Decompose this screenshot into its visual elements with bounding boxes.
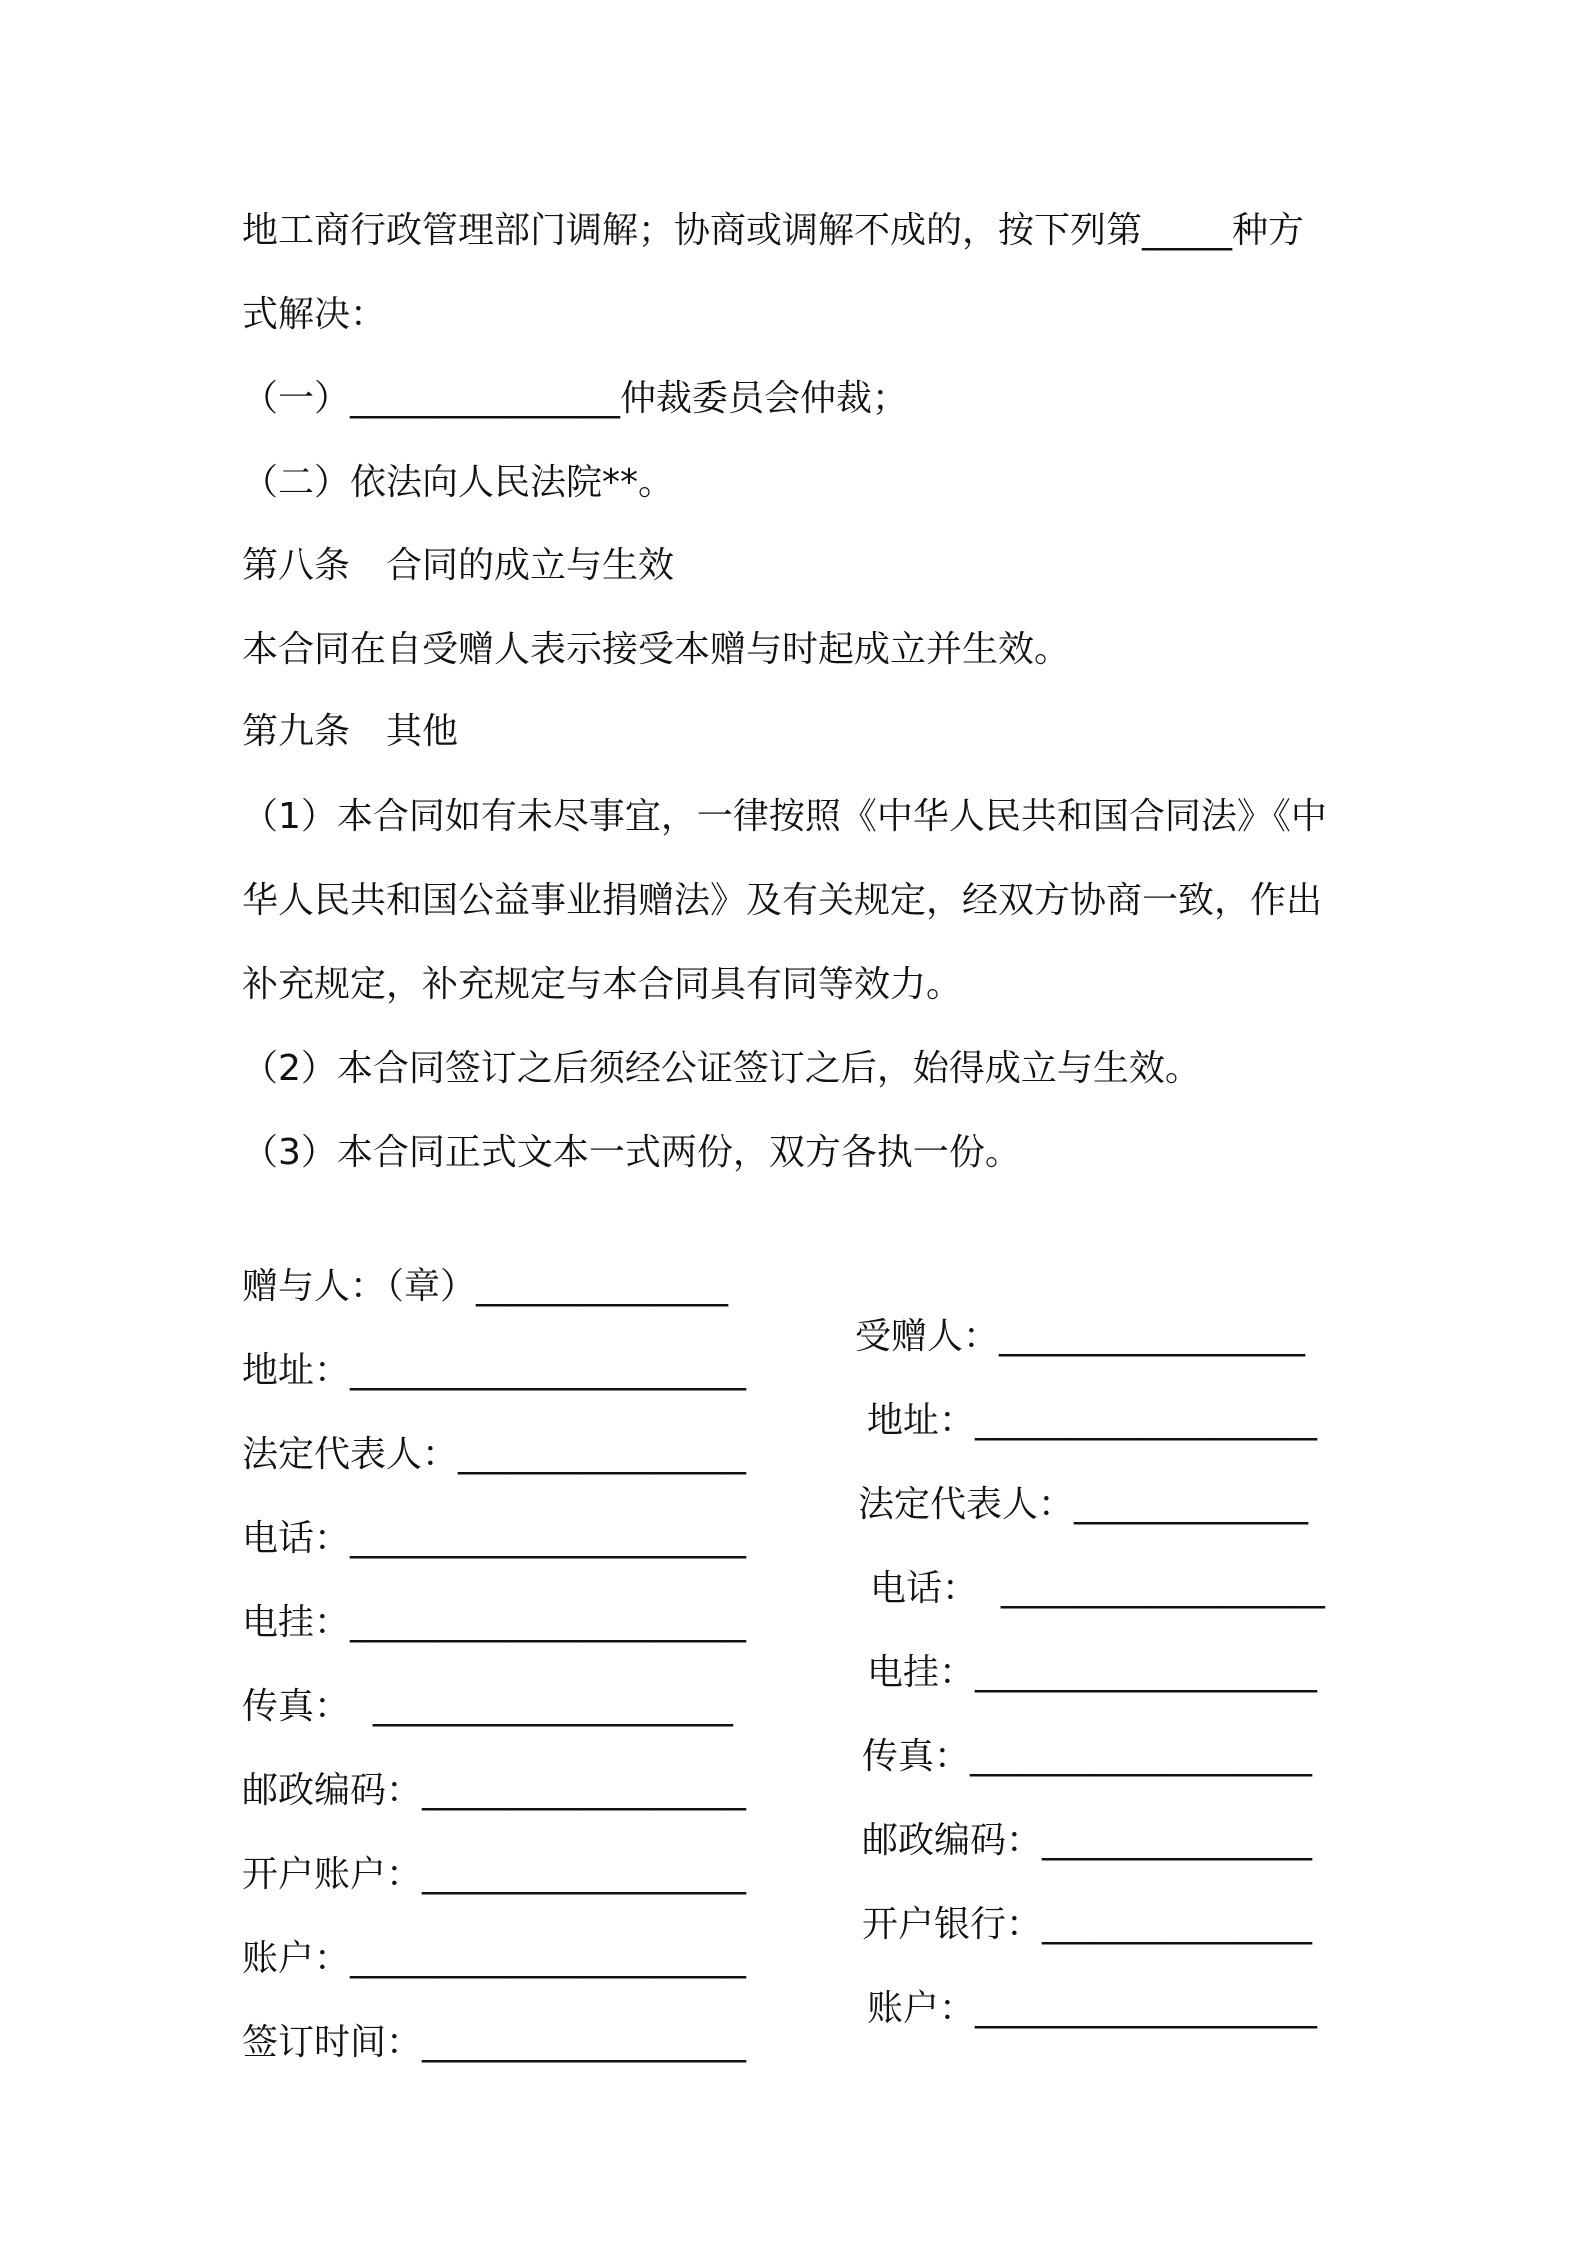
donor-telegraph-field: 电挂：______________________ <box>242 1602 747 1643</box>
dispute-clause-line-2: 式解决： <box>242 294 387 335</box>
signature-row-donor <box>0 1212 1586 1357</box>
donor-phone-field: 电话：______________________ <box>242 1518 747 1559</box>
article-9-item-1-line-3: 补充规定，补充规定与本合同具有同等效力。 <box>242 964 963 1005</box>
signature-row-fax <box>0 1632 1586 1777</box>
signing-date-field: 签订时间：__________________ <box>242 2022 747 2063</box>
article-8-text: 本合同在自受赠人表示接受本赠与时起成立并生效。 <box>242 629 1071 670</box>
donor-account-field: 账户：______________________ <box>242 1938 747 1979</box>
donee-address-field: 地址：___________________ <box>867 1400 1318 1441</box>
signature-row-account <box>0 1884 1586 2029</box>
donee-account-field: 账户：___________________ <box>867 1988 1318 2029</box>
donor-seal-field: 赠与人：（章）______________ <box>242 1266 729 1307</box>
article-9-heading: 第九条 其他 <box>242 711 459 752</box>
donor-fax-field: 传真： ____________________ <box>242 1686 733 1727</box>
donor-legal-rep-field: 法定代表人：________________ <box>242 1434 747 1475</box>
donor-address-field: 地址：______________________ <box>242 1350 747 1391</box>
signature-row-bank <box>0 1800 1586 1945</box>
signature-row-date <box>0 1968 1586 2063</box>
article-9-item-3: （3）本合同正式文本一式两份，双方各执一份。 <box>242 1132 1021 1173</box>
signature-row-telegraph <box>0 1548 1586 1693</box>
arbitration-option: （一）_______________仲裁委员会仲裁； <box>242 378 909 419</box>
signature-row-postcode <box>0 1716 1586 1861</box>
donor-bank-account-field: 开户账户：__________________ <box>242 1854 747 1895</box>
donee-fax-field: 传真：___________________ <box>862 1736 1313 1777</box>
signature-row-phone <box>0 1464 1586 1609</box>
article-8-heading: 第八条 合同的成立与生效 <box>242 545 675 586</box>
dispute-clause-line-1: 地工商行政管理部门调解；协商或调解不成的，按下列第_____种方 <box>242 210 1305 251</box>
signature-row-address <box>0 1296 1586 1441</box>
donee-telegraph-field: 电挂：___________________ <box>867 1652 1318 1693</box>
donee-postcode-field: 邮政编码：_______________ <box>862 1820 1313 1861</box>
article-9-item-2: （2）本合同签订之后须经公证签订之后，始得成立与生效。 <box>242 1048 1201 1089</box>
donee-field: 受赠人：_________________ <box>855 1316 1306 1357</box>
donee-phone-field: 电话： __________________ <box>870 1568 1325 1609</box>
donee-legal-rep-field: 法定代表人：_____________ <box>858 1484 1309 1525</box>
court-option: （二）依法向人民法院**。 <box>242 462 675 503</box>
article-9-item-1-line-2: 华人民共和国公益事业捐赠法》及有关规定，经双方协商一致，作出 <box>242 880 1323 921</box>
donee-bank-field: 开户银行：_______________ <box>862 1904 1313 1945</box>
article-9-item-1-line-1: （1）本合同如有未尽事宜，一律按照《中华人民共和国合同法》《中 <box>242 796 1327 837</box>
signature-row-legal-rep <box>0 1380 1586 1525</box>
donor-postcode-field: 邮政编码：__________________ <box>242 1770 747 1811</box>
